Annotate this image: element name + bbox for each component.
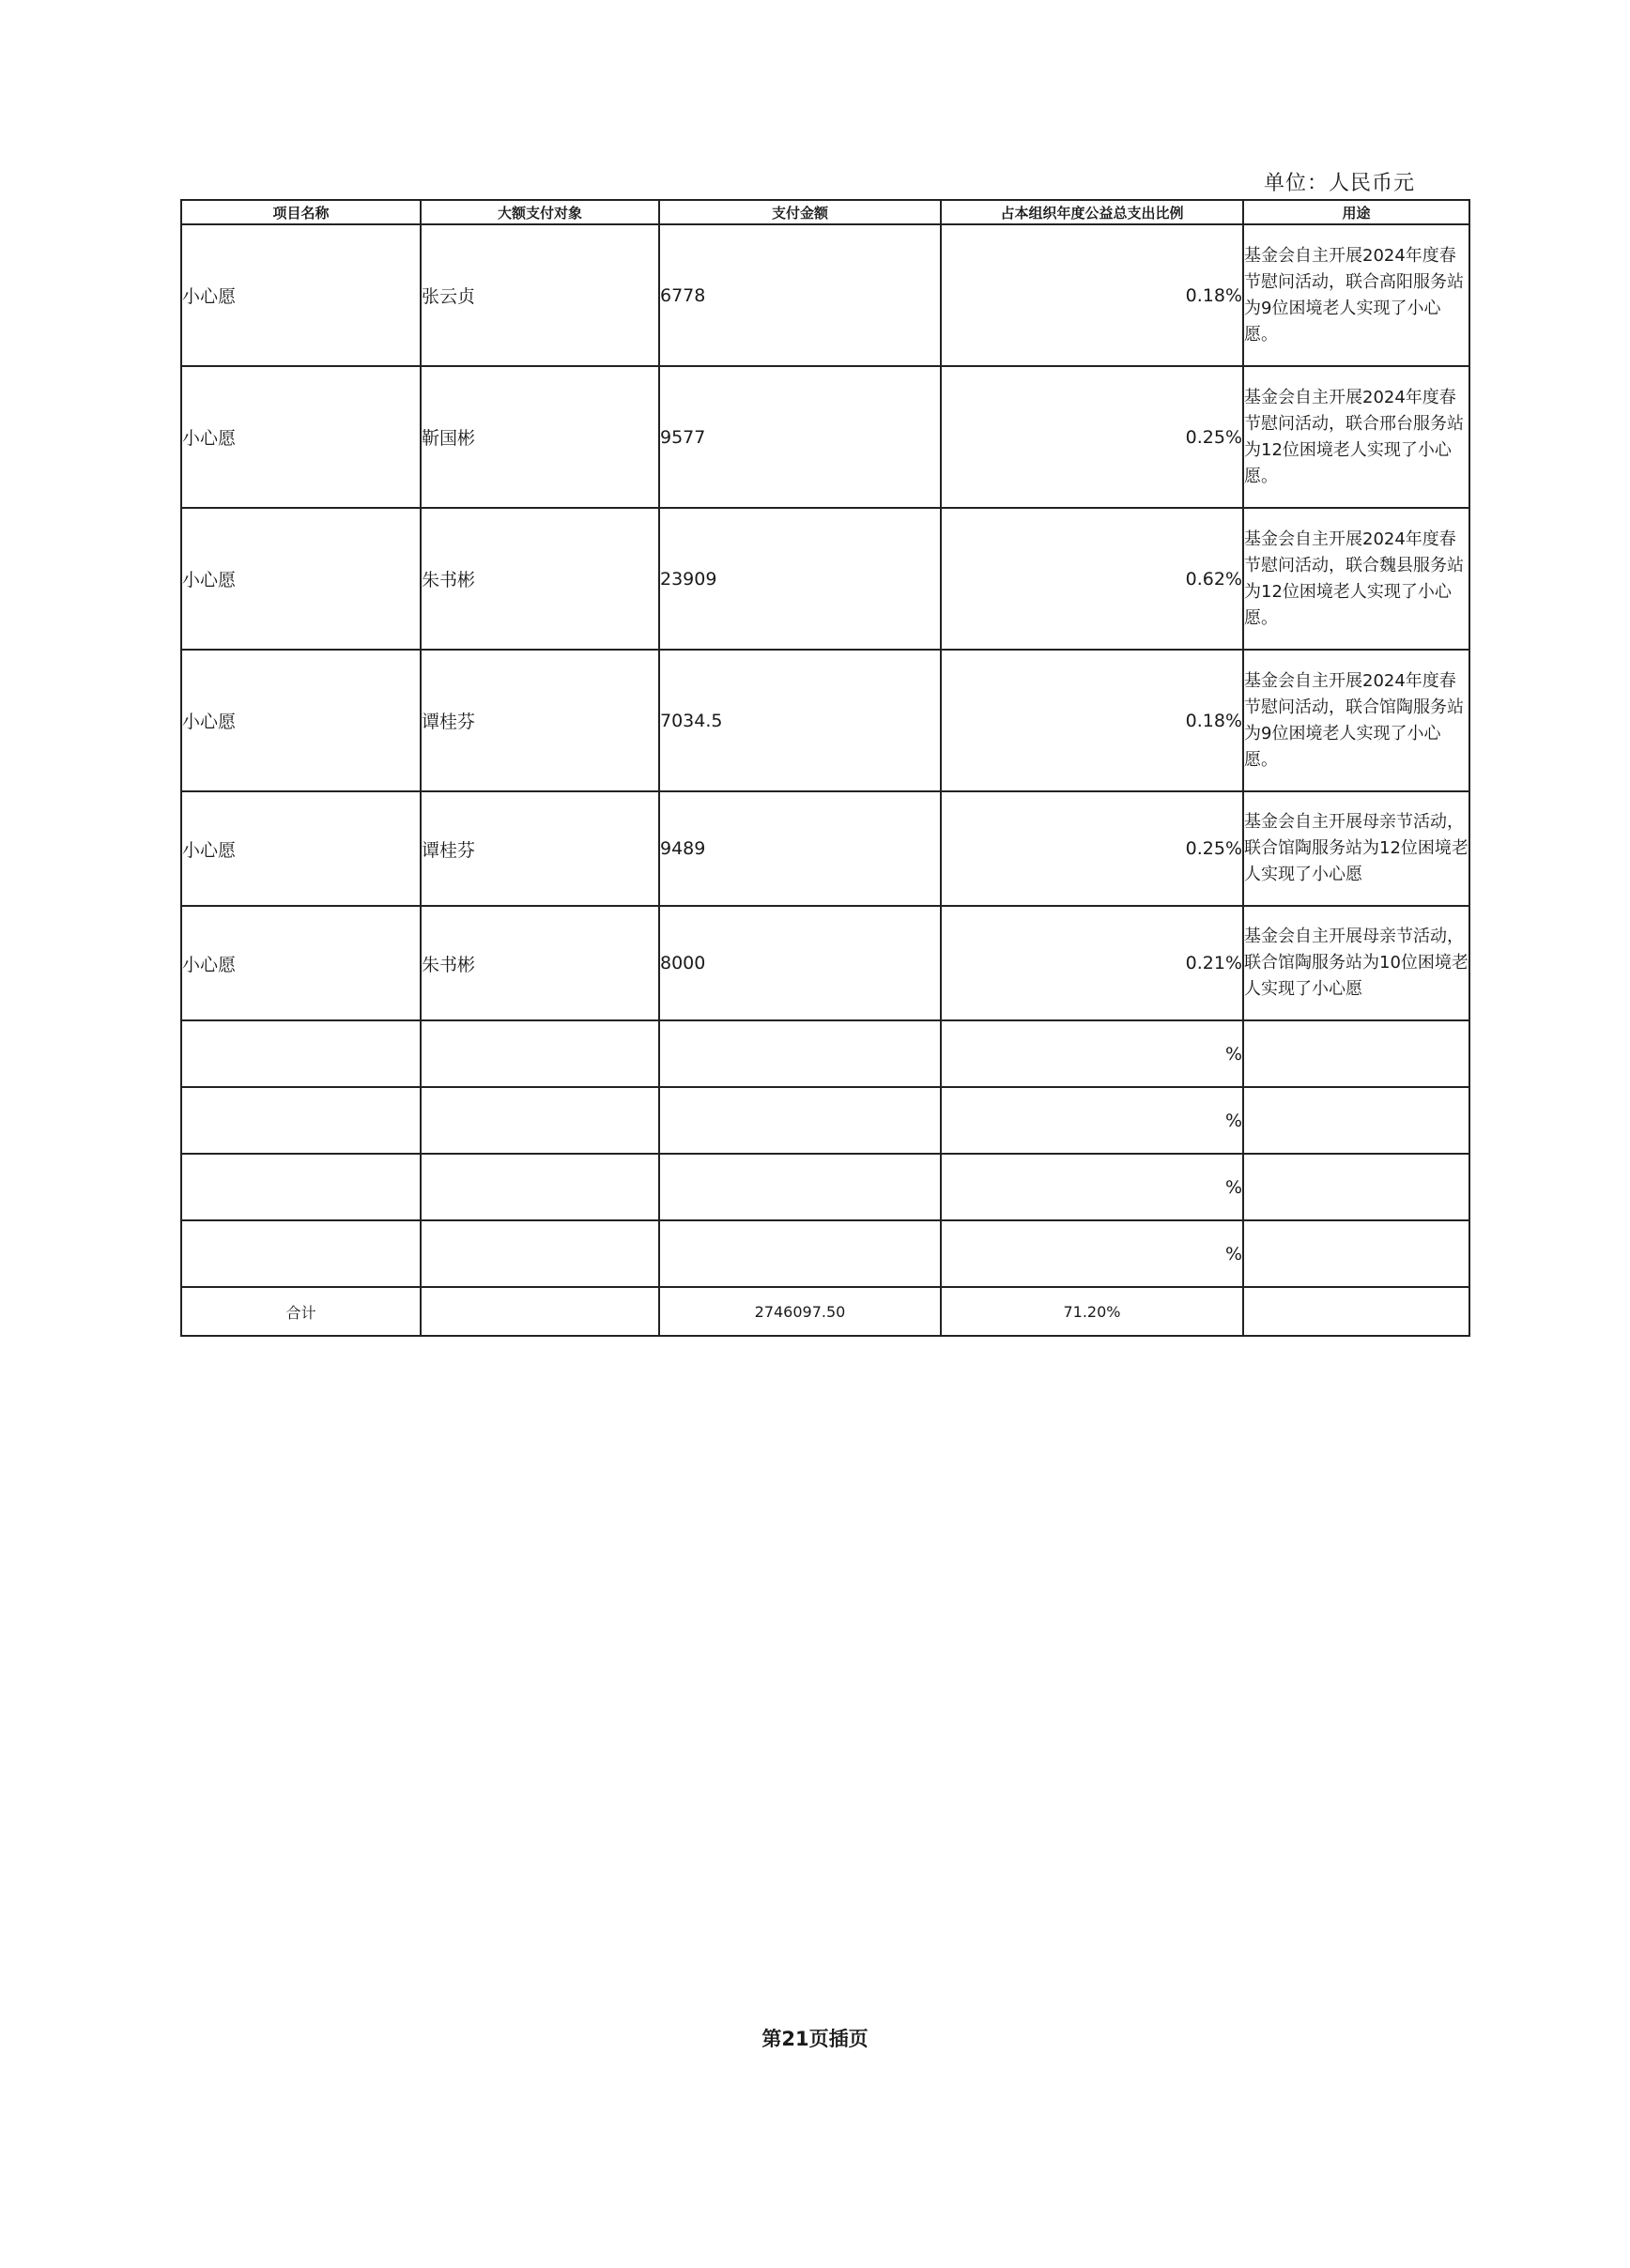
empty-cell xyxy=(1243,1087,1469,1154)
payee-cell: 谭桂芬 xyxy=(421,650,659,791)
header-payee: 大额支付对象 xyxy=(421,200,659,224)
purpose-cell: 基金会自主开展2024年度春节慰问活动，联合魏县服务站为12位困境老人实现了小心愿。 xyxy=(1243,508,1469,650)
ratio-cell: 0.21% xyxy=(941,906,1243,1020)
amount-cell: 8000 xyxy=(659,906,941,1020)
amount-cell: 23909 xyxy=(659,508,941,650)
empty-cell xyxy=(421,1287,659,1336)
amount-cell: 9577 xyxy=(659,366,941,508)
payee-cell: 朱书彬 xyxy=(421,508,659,650)
empty-cell xyxy=(659,1020,941,1087)
empty-row xyxy=(181,1220,1469,1287)
empty-cell xyxy=(181,1020,421,1087)
empty-cell xyxy=(659,1220,941,1287)
total-row xyxy=(181,1287,1469,1336)
project-name-cell: 小心愿 xyxy=(181,650,421,791)
project-name-cell: 小心愿 xyxy=(181,224,421,366)
empty-cell xyxy=(1243,1287,1469,1336)
empty-cell xyxy=(181,1087,421,1154)
project-name-cell: 小心愿 xyxy=(181,791,421,906)
project-name-cell: 小心愿 xyxy=(181,906,421,1020)
total-label: 合计 xyxy=(181,1287,421,1336)
ratio-cell: % xyxy=(941,1087,1243,1154)
page-footer: 第21页插页 xyxy=(761,2028,869,2050)
header-purpose: 用途 xyxy=(1243,200,1469,224)
purpose-cell: 基金会自主开展2024年度春节慰问活动，联合邢台服务站为12位困境老人实现了小心愿。 xyxy=(1243,366,1469,508)
table-row xyxy=(181,791,1469,906)
empty-cell xyxy=(181,1220,421,1287)
payee-cell: 谭桂芬 xyxy=(421,791,659,906)
table-row xyxy=(181,366,1469,508)
header-project-name: 项目名称 xyxy=(181,200,421,224)
project-name-cell: 小心愿 xyxy=(181,366,421,508)
empty-cell xyxy=(1243,1154,1469,1220)
empty-cell xyxy=(421,1020,659,1087)
empty-cell xyxy=(421,1087,659,1154)
table-row xyxy=(181,508,1469,650)
large-payment-table xyxy=(180,199,1470,1337)
empty-cell xyxy=(421,1154,659,1220)
amount-cell: 6778 xyxy=(659,224,941,366)
purpose-cell: 基金会自主开展母亲节活动，联合馆陶服务站为10位困境老人实现了小心愿 xyxy=(1243,906,1469,1020)
unit-label: 单位：人民币元 xyxy=(1264,172,1416,195)
header-ratio: 占本组织年度公益总支出比例 xyxy=(941,200,1243,224)
amount-cell: 7034.5 xyxy=(659,650,941,791)
empty-cell xyxy=(1243,1220,1469,1287)
payee-cell: 张云贞 xyxy=(421,224,659,366)
empty-cell xyxy=(181,1154,421,1220)
ratio-cell: 0.18% xyxy=(941,224,1243,366)
empty-cell xyxy=(659,1154,941,1220)
purpose-cell: 基金会自主开展母亲节活动，联合馆陶服务站为12位困境老人实现了小心愿 xyxy=(1243,791,1469,906)
total-amount: 2746097.50 xyxy=(659,1287,941,1336)
table-header-row xyxy=(181,200,1469,224)
ratio-cell: % xyxy=(941,1154,1243,1220)
amount-cell: 9489 xyxy=(659,791,941,906)
header-amount: 支付金额 xyxy=(659,200,941,224)
ratio-cell: 0.25% xyxy=(941,366,1243,508)
total-ratio: 71.20% xyxy=(941,1287,1243,1336)
payee-cell: 靳国彬 xyxy=(421,366,659,508)
purpose-cell: 基金会自主开展2024年度春节慰问活动，联合馆陶服务站为9位困境老人实现了小心愿。 xyxy=(1243,650,1469,791)
empty-cell xyxy=(1243,1020,1469,1087)
table-row xyxy=(181,906,1469,1020)
empty-cell xyxy=(659,1087,941,1154)
ratio-cell: 0.18% xyxy=(941,650,1243,791)
ratio-cell: % xyxy=(941,1220,1243,1287)
ratio-cell: 0.62% xyxy=(941,508,1243,650)
ratio-cell: 0.25% xyxy=(941,791,1243,906)
empty-row xyxy=(181,1087,1469,1154)
purpose-cell: 基金会自主开展2024年度春节慰问活动，联合高阳服务站为9位困境老人实现了小心愿。 xyxy=(1243,224,1469,366)
table-row xyxy=(181,650,1469,791)
payee-cell: 朱书彬 xyxy=(421,906,659,1020)
ratio-cell: % xyxy=(941,1020,1243,1087)
empty-cell xyxy=(421,1220,659,1287)
empty-row xyxy=(181,1020,1469,1087)
project-name-cell: 小心愿 xyxy=(181,508,421,650)
table-row xyxy=(181,224,1469,366)
empty-row xyxy=(181,1154,1469,1220)
